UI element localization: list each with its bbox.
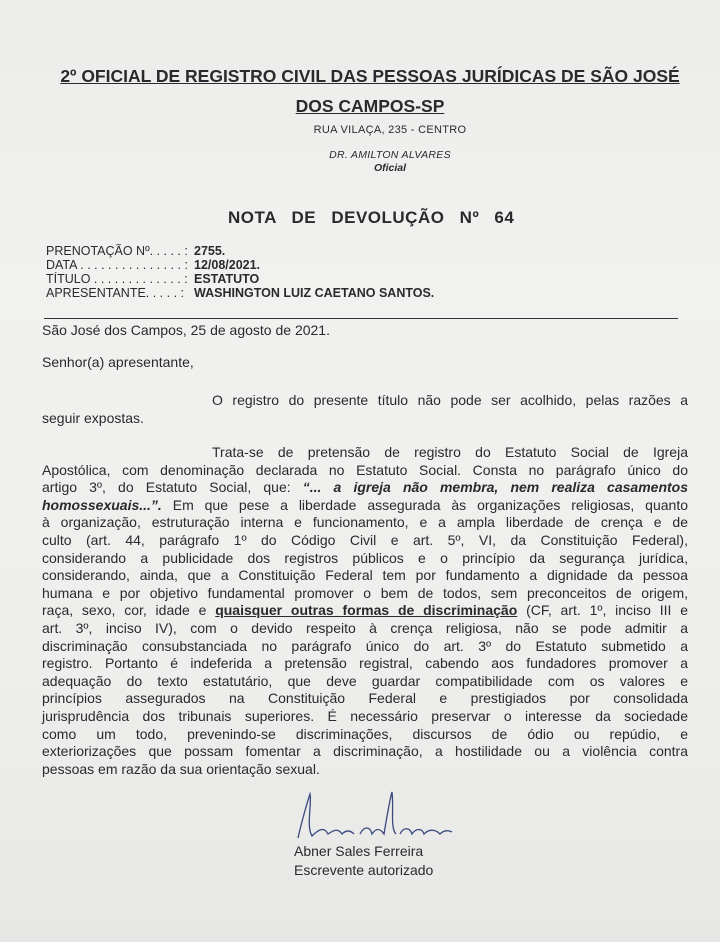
text-run: artigo 3º, do Estatuto Social, que: — [42, 479, 303, 496]
paragraph-line: jurisprudência dos tribunais superiores. É necessário preservar o interesse da sociedade — [42, 707, 688, 724]
paragraph-line: culto (art. 44, parágrafo 1º do Código Civil e art. 5º, VI, da Constituição Federal), — [42, 531, 688, 548]
field-titulo — [46, 272, 434, 286]
paragraph-line: Apostólica, com denominação declarada no Estatuto Social. Consta no parágrafo único do — [42, 461, 688, 478]
field-value: 12/08/2021. — [194, 258, 261, 272]
paragraph-line: considerando a publicidade dos registros públicos e o princípio da segurança jurídica, — [42, 549, 688, 566]
text-run: (CF, art. 1º, inciso III e — [517, 602, 689, 619]
paragraph-line: pessoas em razão da sua orientação sexual. — [42, 760, 320, 777]
field-value: ESTATUTO — [194, 272, 260, 286]
signer-block — [294, 842, 433, 880]
paragraph-line: art. 3º, inciso IV), com o devido respeito à crença religiosa, não se pode admitir a — [42, 619, 688, 636]
official-name: DR. AMILTON ALVARES — [329, 149, 451, 161]
signer-name: Abner Sales Ferreira — [294, 843, 424, 859]
field-label: DATA . . . . . . . . . . . . . . . : — [46, 258, 188, 272]
paragraph-line: discriminação consubstanciada no parágrafo único do art. 3º do Estatuto submetido a — [42, 637, 688, 654]
paragraph-line: princípios assegurados na Constituição Federal e prestigiados por consolidada — [42, 690, 688, 707]
header-fields — [46, 244, 434, 300]
paragraph-line: à organização, estruturação interna e funcionamento, e a ampla liberdade de crença e de — [42, 514, 688, 531]
registry-title-line2: DOS CAMPOS-SP — [295, 96, 445, 116]
paragraph-line — [42, 479, 688, 497]
field-value: 2755. — [194, 244, 226, 258]
field-label: TÍTULO . . . . . . . . . . . . . : — [46, 272, 188, 286]
note-title: NOTA DE DEVOLUÇÃO Nº 64 — [228, 208, 515, 227]
registry-address: RUA VILAÇA, 235 - CENTRO — [313, 124, 467, 136]
field-label: PRENOTAÇÃO Nº. . . . . : — [46, 244, 188, 258]
date-line: São José dos Campos, 25 de agosto de 2021. — [42, 322, 330, 338]
paragraph-line — [42, 602, 688, 620]
signer-role: Escrevente autorizado — [294, 862, 434, 878]
official-role: Oficial — [373, 162, 407, 174]
paragraph-line: exteriorizações que possam fomentar a discriminação, a hostilidade ou a violência contra — [42, 743, 688, 760]
intro-paragraph — [42, 392, 688, 427]
paragraph-line: humana e por objetivo fundamental promover o bem de todos, sem preconceitos de origem, — [42, 584, 688, 601]
main-paragraph — [42, 444, 688, 778]
paragraph-line: considerando, ainda, que a Constituição Federal tem por fundamento a dignidade da pessoa — [42, 567, 688, 584]
quoted-clause: homossexuais...”. — [42, 496, 162, 513]
field-value: WASHINGTON LUIZ CAETANO SANTOS. — [194, 286, 435, 300]
field-data — [46, 258, 434, 272]
greeting: Senhor(a) apresentante, — [42, 354, 194, 370]
text-run: raça, sexo, cor, idade e — [42, 602, 216, 619]
field-apresentante — [46, 286, 434, 300]
paragraph-line — [42, 497, 688, 515]
paragraph-line: como um todo, prevenindo-se discriminações, discursos de ódio ou repúdio, e — [42, 725, 688, 742]
paragraph-line: Trata-se de pretensão de registro do Estatuto Social de Igreja — [212, 444, 688, 460]
handwritten-signature — [290, 790, 460, 850]
quoted-clause: “... a igreja não membra, nem realiza casamentos — [302, 479, 688, 496]
emphasized-phrase: quaisquer outras formas de discriminação — [215, 602, 518, 619]
field-prenotacao — [46, 244, 434, 258]
intro-line: seguir expostas. — [42, 409, 144, 426]
paragraph-line: registro. Portanto é indeferida a pretensão registral, cabendo aos fundadores promover a — [42, 655, 688, 672]
field-label: APRESENTANTE. . . . . : — [46, 286, 184, 300]
text-run: Em que pese a liberdade assegurada às organizações religiosas, quanto — [161, 496, 688, 513]
intro-line: O registro do presente título não pode ser acolhido, pelas razões a — [212, 392, 688, 408]
divider — [44, 318, 678, 319]
paragraph-line: adequação do texto estatutário, que deve guardar compatibilidade com os valores e — [42, 672, 688, 689]
registry-title-line1: 2º OFICIAL DE REGISTRO CIVIL DAS PESSOAS JURÍDICAS DE SÃO JOSÉ — [60, 66, 680, 86]
